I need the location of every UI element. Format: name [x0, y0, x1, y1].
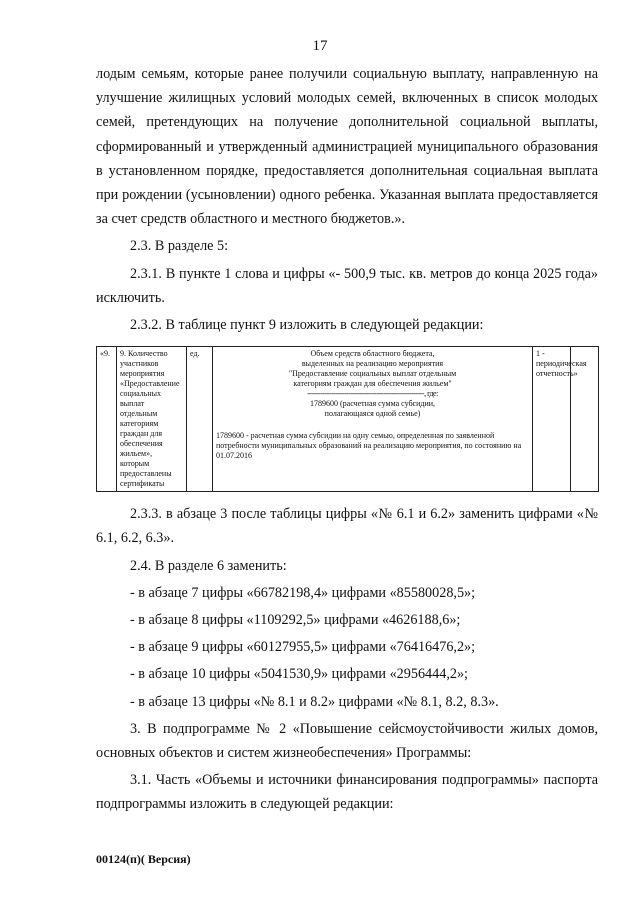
list-item: - в абзаце 10 цифры «5041530,9» цифрами «2956444,2»;: [130, 666, 468, 683]
indicator-table: [96, 346, 599, 492]
paragraph-continuation: лодым семьям, которые ранее получили социальную выплату, направленную на улучшение жилищных условий молодых семей, включенных в список молодых семей, претендующих на получение дополнительной социальной выплаты, сформированный и утвержденный администрацией муниципального образования в установленном порядке, предоставляется дополнительная социальная выплата при рождении (усыновлении) одного ребенка. Указанная выплата предоставляется за счет средств областного и местного бюджетов.».: [96, 66, 598, 228]
paragraph-2-4: 2.4. В разделе 6 заменить:: [130, 557, 287, 574]
indicator-name-cell: 9. Количество участников мероприятия «Предоставление социальных выплат отдельным категориям граждан для обеспечения жильем», которым предоставлены сертификаты: [117, 347, 187, 492]
formula-note: 1789600 - расчетная сумма субсидии на одну семью, определенная по заявленной потребности муниципальных образований на реализацию мероприятия, по состоянию на 01.07.2016: [216, 431, 522, 461]
unit-cell: ед.: [187, 347, 213, 492]
formula-title-1: Объем средств областного бюджета,: [310, 349, 435, 359]
footer-code: 00124(п)( Версия): [96, 852, 191, 866]
document-body: [96, 62, 598, 817]
paragraph-2-3-1: 2.3.1. В пункте 1 слова и цифры «- 500,9 тыс. кв. метров до конца 2025 года» исключить.: [96, 265, 598, 306]
formula-title-2: выделенных на реализацию мероприятия: [301, 359, 444, 369]
paragraph-3-1: 3.1. Часть «Объемы и источники финансирования подпрограммы» паспорта подпрограммы изложить в следующей редакции:: [96, 772, 598, 813]
formula-denominator-2: полагающаяся одной семье): [324, 409, 421, 419]
reporting-cell: 1 - периодическая отчетность»: [533, 347, 571, 492]
formula-title-3: "Предоставление социальных выплат отдельным: [288, 369, 457, 379]
table-row: [97, 347, 599, 492]
page-number: 17: [312, 38, 328, 54]
formula-denominator-1: 1789600 (расчетная сумма субсидии,: [309, 399, 436, 409]
list-item: - в абзаце 7 цифры «66782198,4» цифрами «85580028,5»;: [130, 584, 476, 601]
list-item: - в абзаце 8 цифры «1109292,5» цифрами «4626188,6»;: [130, 612, 461, 629]
formula-cell: [213, 347, 533, 492]
paragraph-2-3-3: 2.3.3. в абзаце 3 после таблицы цифры «№ 6.1 и 6.2» заменить цифрами «№ 6.1, 6.2, 6.3».: [96, 506, 598, 547]
paragraph-2-3-2: 2.3.2. В таблице пункт 9 изложить в следующей редакции:: [130, 317, 484, 334]
list-item: - в абзаце 9 цифры «60127955,5» цифрами «76416476,2»;: [130, 639, 476, 656]
list-item: - в абзаце 13 цифры «№ 8.1 и 8.2» цифрами «№ 8.1, 8.2, 8.3».: [130, 693, 499, 710]
row-number-cell: «9.: [97, 347, 117, 492]
formula-title-4: категориям граждан для обеспечения жильем": [293, 379, 452, 389]
paragraph-3: 3. В подпрограмме № 2 «Повышение сейсмоустойчивости жилых домов, основных объектов и систем жизнеобеспечения» Программы:: [96, 720, 598, 762]
formula-separator: ------------------------------------------------------, где:: [307, 389, 438, 399]
paragraph-section-2-3: 2.3. В разделе 5:: [130, 238, 229, 255]
